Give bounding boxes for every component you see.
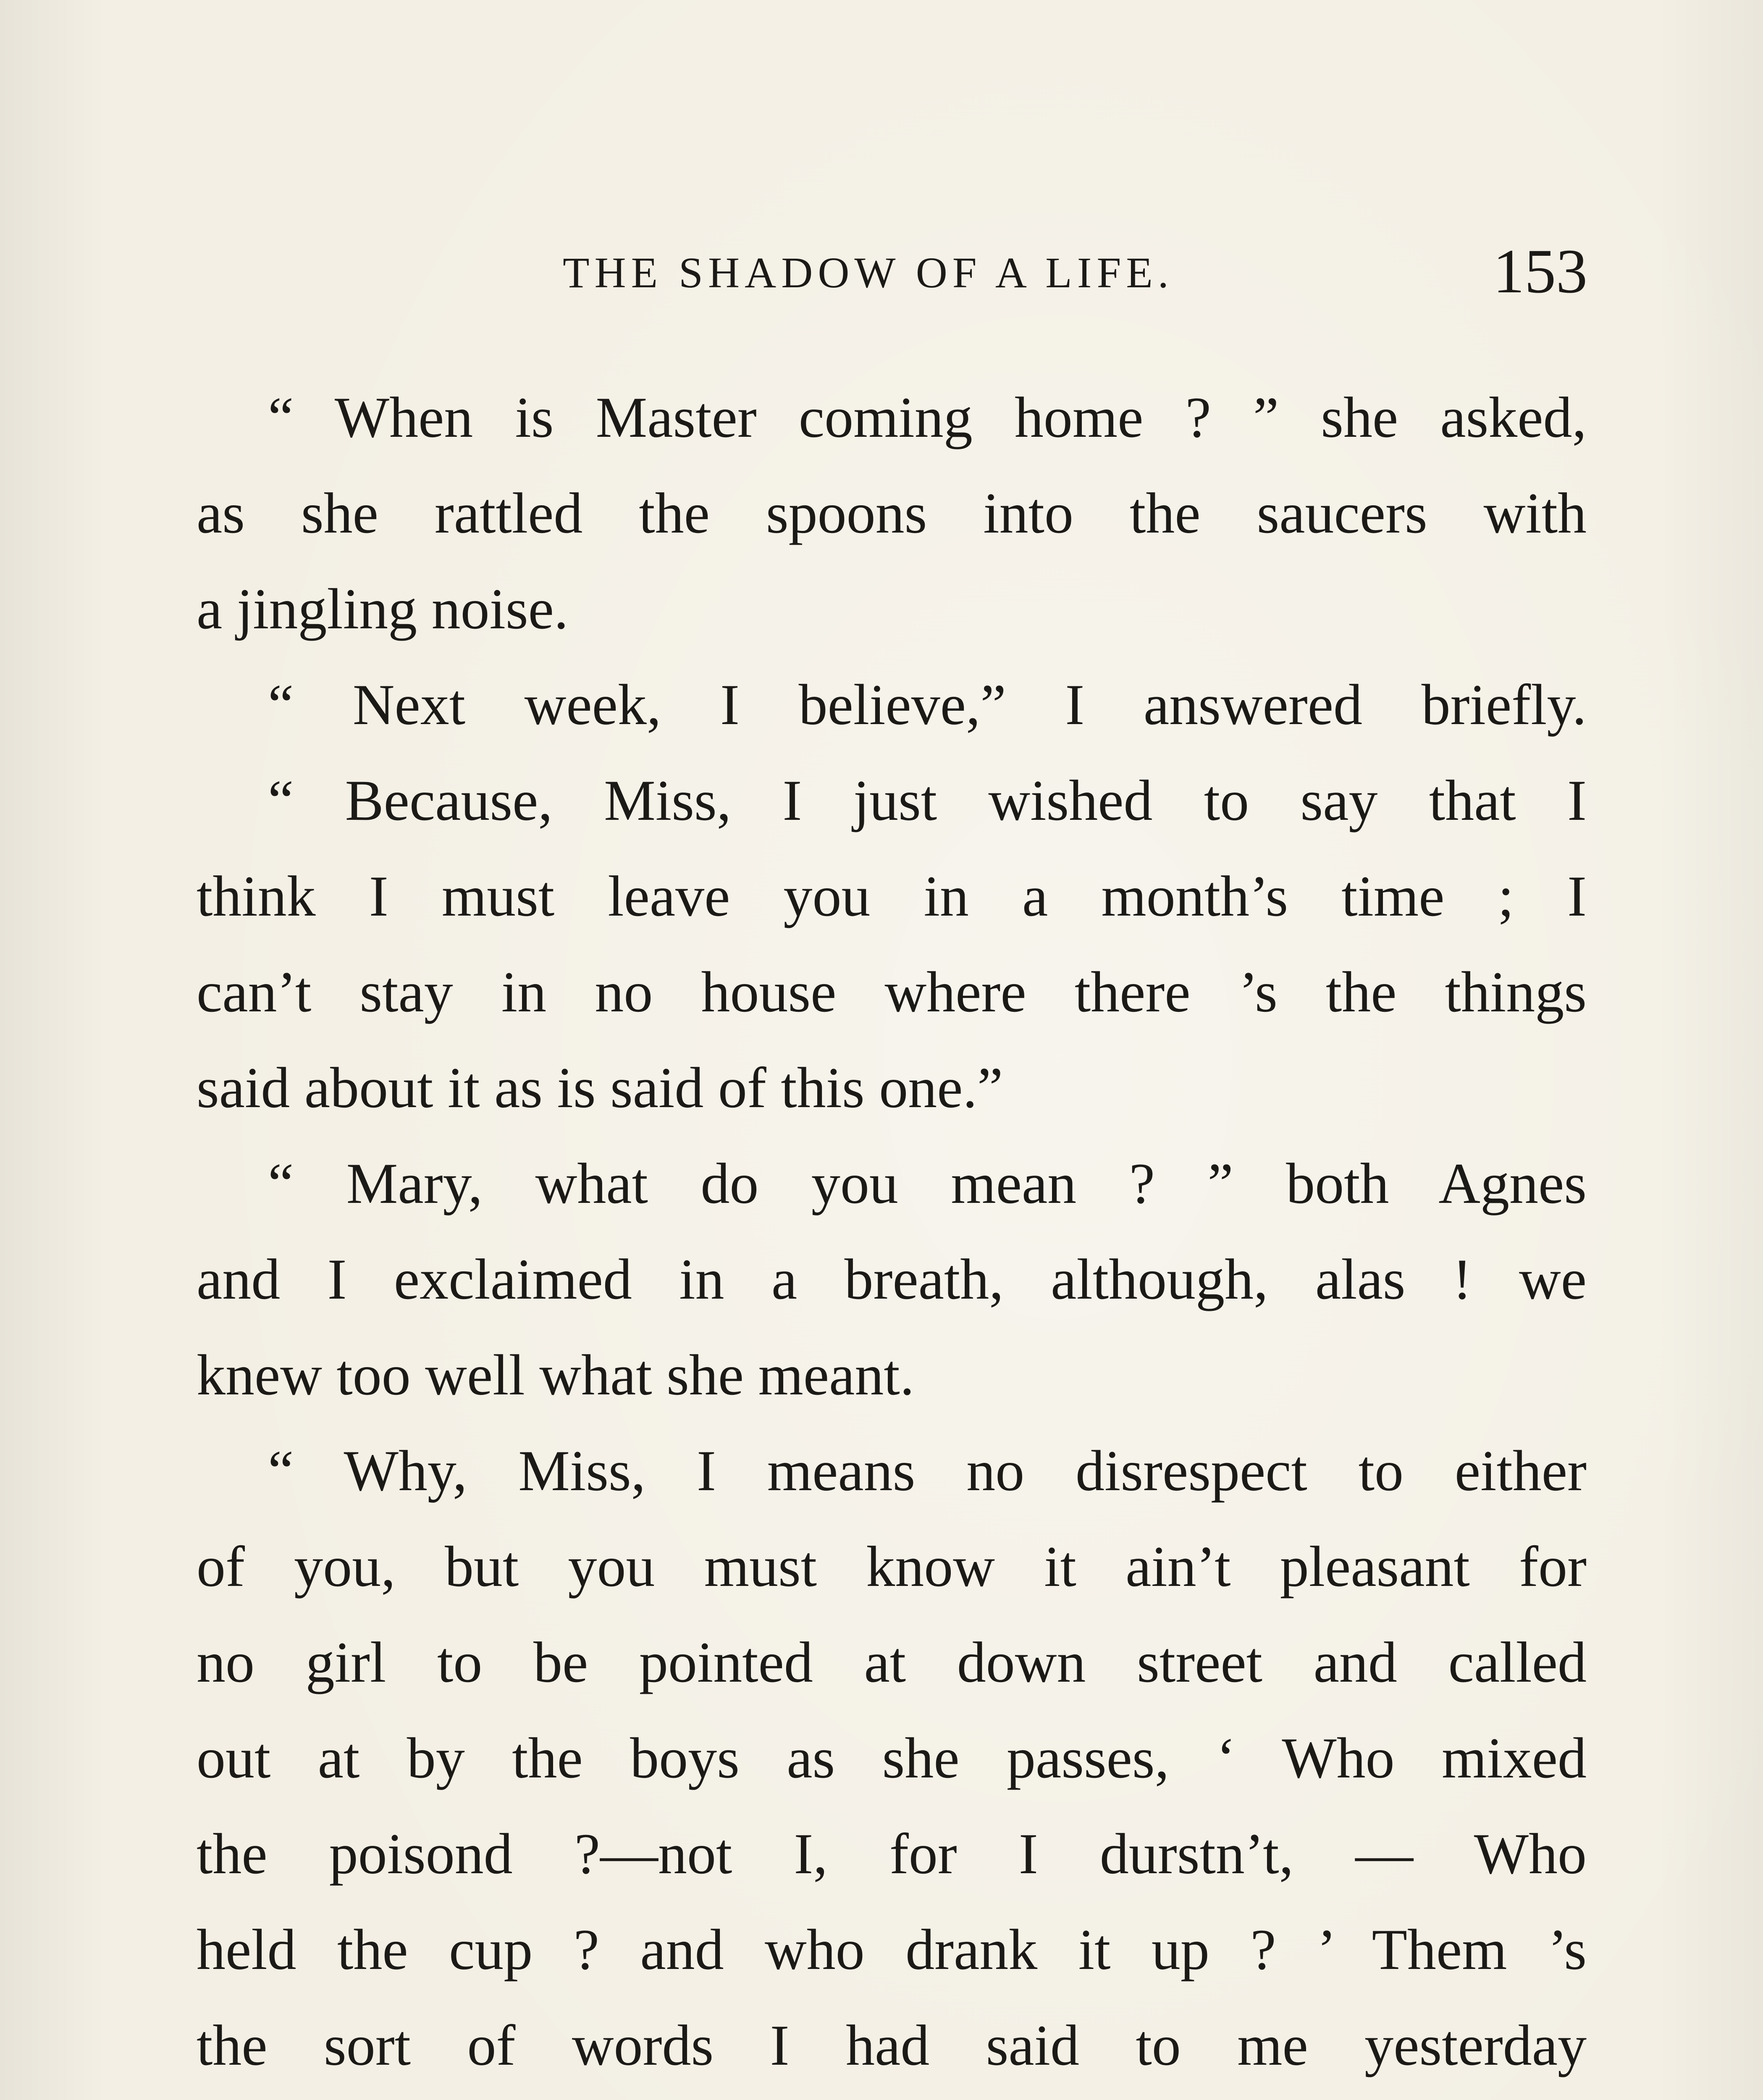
text-line: knew too well what she meant. bbox=[197, 1343, 915, 1407]
text-line: no girl to be pointed at down street and called bbox=[197, 1630, 1587, 1694]
text-line bbox=[197, 2093, 1587, 2100]
text-line: “ Next week, I believe,” I answered briefly. bbox=[268, 672, 1587, 737]
text-line: the poisond ?—not I, for I durstn’t, — Who bbox=[197, 1822, 1587, 1886]
text-line: as she rattled the spoons into the saucers with bbox=[197, 481, 1587, 545]
text-line: “ Mary, what do you mean ? ” both Agnes bbox=[268, 1151, 1587, 1215]
text-line: “ Because, Miss, I just wished to say that I bbox=[268, 768, 1587, 832]
text-line: “ Why, Miss, I means no disrespect to either bbox=[268, 1438, 1587, 1503]
text-line: out at by the boys as she passes, ‘ Who mixed bbox=[197, 1726, 1587, 1790]
page-number: 153 bbox=[1493, 236, 1587, 306]
text-line: held the cup ? and who drank it up ? ’ Them ’s bbox=[197, 1917, 1587, 1982]
text-line: of you, but you must know it ain’t pleasant for bbox=[197, 1534, 1587, 1599]
text-line: the sort of words I had said to me yesterday bbox=[197, 2013, 1587, 2077]
text-line: “ When is Master coming home ? ” she asked, bbox=[268, 385, 1587, 449]
text-line: can’t stay in no house where there ’s the things bbox=[197, 960, 1587, 1024]
text-line: think I must leave you in a month’s time ; I bbox=[197, 864, 1587, 928]
text-line: said about it as is said of this one.” bbox=[197, 1055, 1003, 1120]
body-text bbox=[197, 370, 1587, 2100]
running-title: THE SHADOW OF A LIFE. bbox=[563, 249, 1174, 297]
text-line: and I exclaimed in a breath, although, alas ! we bbox=[197, 1247, 1587, 1311]
text-line: a jingling noise. bbox=[197, 577, 569, 641]
